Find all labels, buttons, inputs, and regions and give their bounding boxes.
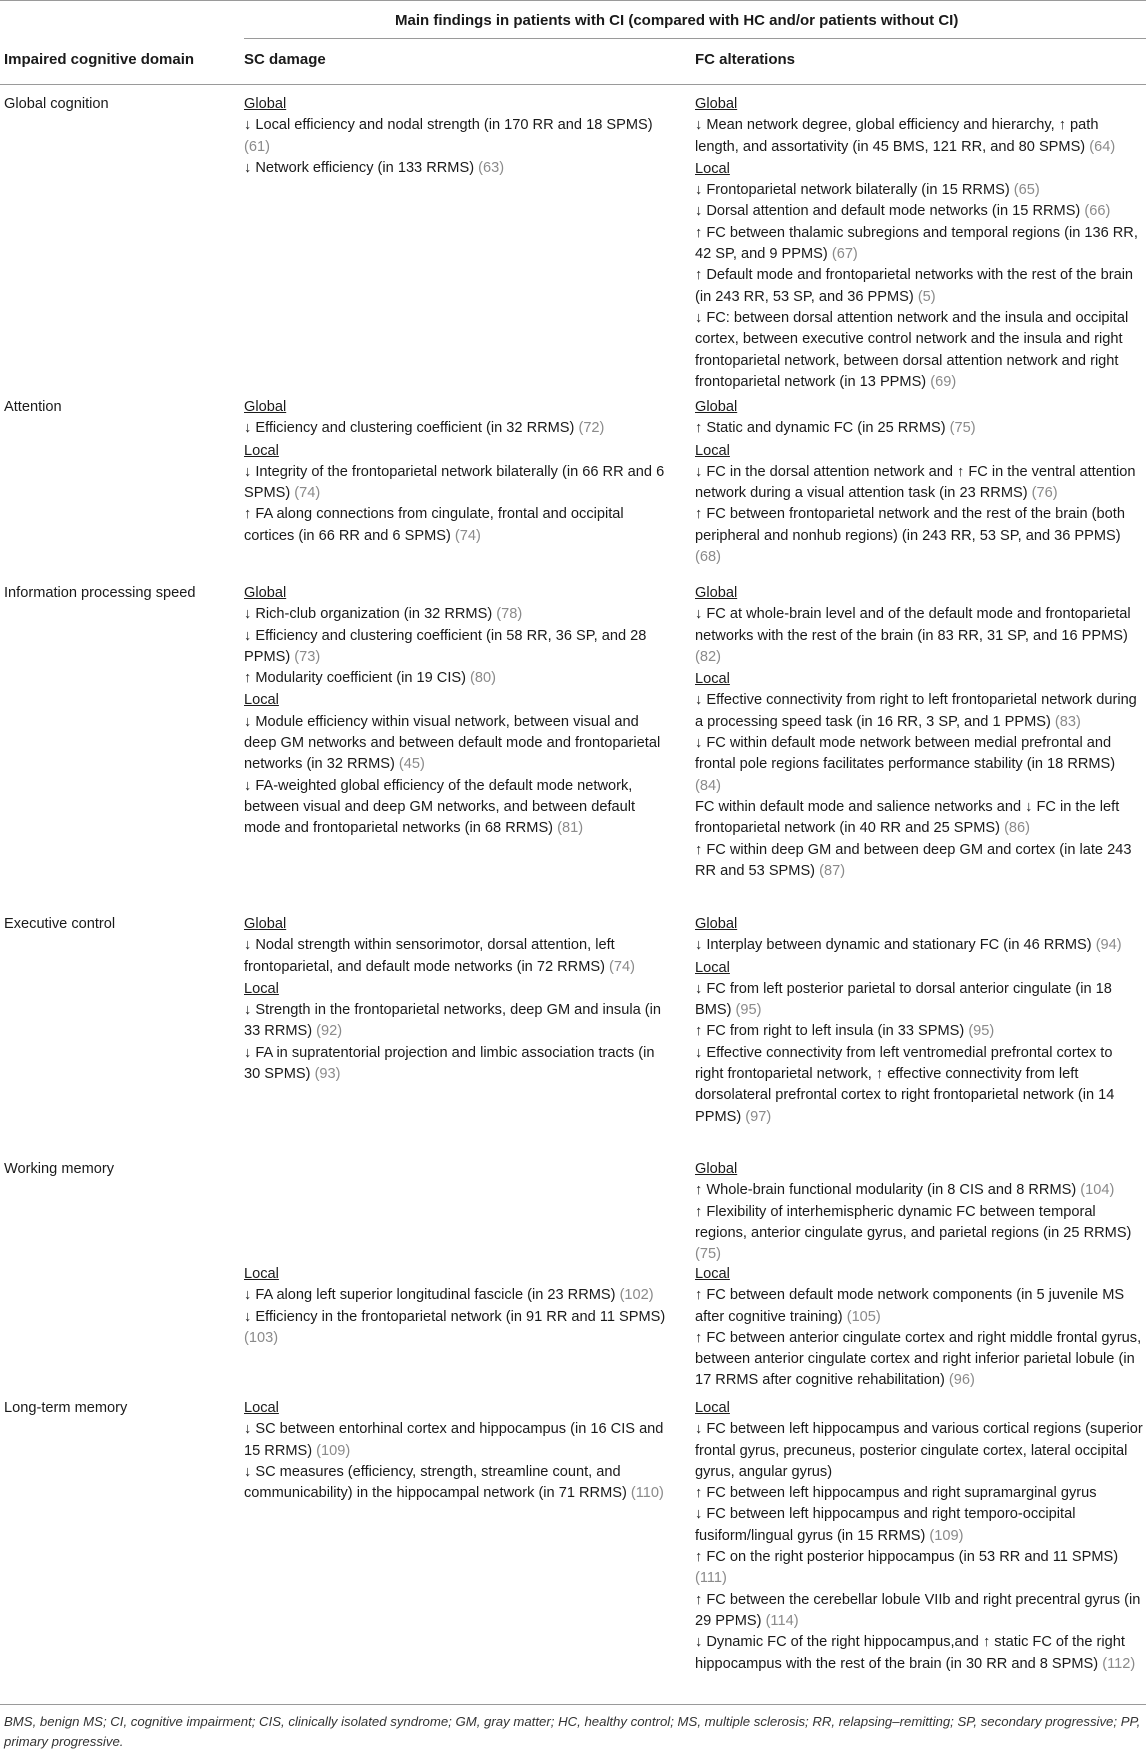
reference-link[interactable]: (81) (557, 820, 584, 837)
scope-label: Global (695, 1161, 738, 1177)
col-header-fc: FC alterations (695, 51, 796, 68)
finding-text: ↓ Rich-club organization (in 32 RRMS) (244, 606, 497, 623)
reference-link[interactable]: (64) (1089, 138, 1116, 155)
finding-text: ↓ FC within default mode network between medial prefrontal and frontal pole regions facilitates performance stability (in 18 RRMS) (695, 735, 1116, 773)
reference-link[interactable]: (74) (454, 527, 481, 544)
finding-item (695, 840, 1143, 883)
reference-link[interactable]: (75) (695, 1246, 721, 1263)
finding-text: ↓ Strength in the frontoparietal networks, deep GM and insula (in 33 RRMS) (244, 1002, 661, 1040)
finding-item (244, 1000, 670, 1043)
finding-text: ↓ Dynamic FC of the right hippocampus,and ↑ static FC of the right hippocampus with the rest of the brain (in 30 RR and 8 SPMS) (695, 1634, 1125, 1672)
reference-link[interactable]: (103) (244, 1329, 279, 1346)
reference-link[interactable]: (109) (316, 1442, 351, 1459)
finding-block (695, 914, 1143, 957)
scope-label: Local (695, 671, 730, 688)
scope-label: Local (244, 1400, 279, 1416)
reference-link[interactable]: (80) (470, 670, 496, 687)
finding-text: ↓ Effective connectivity from left ventromedial prefrontal cortex to right frontoparietal network, ↑ effective connectivity from left dorsolateral prefrontal cortex to right frontoparietal network (in 14 PPMS) (695, 1044, 1115, 1125)
sc-cell (244, 397, 670, 547)
reference-link[interactable]: (75) (949, 420, 976, 437)
finding-item (244, 1307, 670, 1350)
reference-link[interactable]: (86) (1004, 820, 1031, 837)
reference-link[interactable]: (92) (316, 1023, 343, 1040)
fc-cell (695, 94, 1143, 393)
reference-link[interactable]: (110) (630, 1485, 664, 1502)
finding-item (244, 712, 670, 776)
finding-text: ↓ FA in supratentorial projection and limbic association tracts (in 30 SPMS) (244, 1044, 655, 1083)
finding-item (695, 1328, 1143, 1392)
fc-cell (695, 583, 1143, 882)
reference-link[interactable]: (5) (917, 288, 936, 305)
finding-block (695, 397, 1143, 440)
reference-link[interactable]: (65) (1013, 182, 1040, 199)
table-footnote: BMS, benign MS; CI, cognitive impairment; CIS, clinically isolated syndrome; GM, gray matter; HC, healthy control; MS, multiple sclerosis; RR, relapsing–remitting; SP, secondary progressive; PP, primary progressive. (4, 1714, 1141, 1749)
scope-label: Global (244, 585, 287, 601)
finding-item (695, 418, 1143, 439)
table-bottom-rule (0, 1704, 1146, 1705)
finding-text: ↓ Nodal strength within sensorimotor, dorsal attention, left frontoparietal, and default mode networks (in 72 RRMS) (244, 937, 615, 975)
finding-text: ↓ FC from left posterior parietal to dorsal anterior cingulate (in 18 BMS) (695, 980, 1112, 1019)
finding-text: ↑ Modularity coefficient (in 19 CIS) (244, 670, 471, 687)
finding-block (244, 1264, 670, 1349)
finding-text: ↑ FC on the right posterior hippocampus (in 53 RR and 11 SPMS) (695, 1549, 1119, 1566)
finding-item (695, 604, 1143, 668)
finding-text: ↓ Effective connectivity from right to left frontoparietal network during a processing speed task (in 16 RR, 3 SP, and 1 PPMS) (695, 692, 1137, 730)
finding-block (244, 914, 670, 978)
finding-item (244, 668, 670, 689)
finding-text: ↑ FC within deep GM and between deep GM and cortex (in late 243 RR and 53 SPMS) (695, 841, 1132, 879)
reference-link[interactable]: (61) (244, 138, 270, 155)
finding-text: ↑ FC between left hippocampus and right supramarginal gyrus (695, 1485, 1097, 1502)
scope-label: Local (244, 1266, 279, 1282)
sc-cell (244, 94, 670, 179)
fc-cell (695, 397, 1143, 568)
finding-block (244, 94, 670, 179)
reference-link[interactable]: (105) (846, 1308, 881, 1325)
scope-label: Local (695, 959, 730, 976)
finding-item (695, 690, 1143, 733)
finding-text: ↓ FC: between dorsal attention network and the insula and occipital cortex, between executive control network and the insula and right frontoparietal network, between dorsal attention network and right frontoparietal network (in 13 PPMS) (695, 309, 1129, 390)
finding-item (695, 1483, 1143, 1504)
finding-item (695, 201, 1143, 222)
finding-text: ↓ Interplay between dynamic and stationary FC (in 46 RRMS) (695, 937, 1096, 954)
reference-link[interactable]: (66) (1084, 203, 1111, 220)
finding-item (695, 1632, 1143, 1675)
finding-item (695, 1285, 1143, 1328)
sc-cell (244, 1398, 670, 1504)
scope-label: Global (695, 96, 738, 112)
reference-link[interactable]: (74) (609, 958, 635, 975)
col-header-sc: SC damage (244, 51, 326, 68)
reference-link[interactable]: (93) (314, 1066, 341, 1083)
reference-link[interactable]: (96) (948, 1372, 975, 1389)
finding-item (695, 1202, 1143, 1266)
reference-link[interactable]: (94) (1095, 937, 1122, 954)
scope-label: Local (244, 980, 279, 997)
finding-item (244, 158, 670, 179)
finding-text: ↑ FC between frontoparietal network and the rest of the brain (both peripheral and nonhub regions) (in 243 RR, 53 SP, and 36 PPMS) (695, 506, 1125, 544)
domain-attention: Attention (4, 399, 62, 415)
finding-text: ↓ Integrity of the frontoparietal network bilaterally (in 66 RR and 6 SPMS) (244, 463, 665, 502)
finding-block (244, 441, 670, 547)
reference-link[interactable]: (69) (930, 373, 957, 390)
finding-block (244, 397, 670, 440)
finding-block (695, 1264, 1143, 1392)
finding-item (695, 979, 1143, 1022)
finding-item (695, 1043, 1143, 1128)
main-findings-heading: Main findings in patients with CI (compared with HC and/or patients without CI) (395, 12, 959, 29)
finding-item (244, 776, 670, 840)
finding-text: ↓ Dorsal attention and default mode networks (in 15 RRMS) (695, 203, 1085, 220)
finding-item (695, 797, 1143, 840)
finding-item (695, 935, 1143, 956)
finding-item (244, 418, 670, 439)
reference-link[interactable]: (83) (1054, 713, 1081, 730)
finding-text: ↓ FA along left superior longitudinal fascicle (in 23 RRMS) (244, 1287, 620, 1304)
finding-item (695, 504, 1143, 568)
reference-link[interactable]: (76) (1031, 485, 1058, 502)
scope-label: Local (695, 160, 730, 177)
finding-item (244, 604, 670, 625)
finding-item (695, 265, 1143, 308)
finding-text: ↓ Frontoparietal network bilaterally (in 15 RRMS) (695, 182, 1014, 199)
scope-label: Local (244, 442, 279, 459)
finding-text: ↓ FA-weighted global efficiency of the default mode network, between visual and deep GM networks, and between default mode and frontoparietal networks (in 68 RRMS) (244, 777, 636, 837)
finding-text: ↓ Efficiency in the frontoparietal network (in 91 RR and 11 SPMS) (244, 1308, 666, 1325)
finding-text: ↓ FC between left hippocampus and right temporo-occipital fusiform/lingual gyrus (in 15 RRMS) (695, 1506, 1076, 1544)
finding-item (695, 180, 1143, 201)
reference-link[interactable]: (45) (398, 756, 425, 773)
finding-item (695, 1180, 1143, 1201)
finding-text: ↓ Module efficiency within visual network, between visual and deep GM networks and between default mode and frontoparietal networks (in 32 RRMS) (244, 713, 661, 773)
finding-item (695, 1504, 1143, 1547)
domain-global-cognition: Global cognition (4, 96, 109, 112)
sc-cell (244, 1264, 670, 1349)
scope-label: Global (244, 399, 287, 415)
table-top-rule (0, 0, 1146, 1)
finding-text: ↑ FC between anterior cingulate cortex and right middle frontal gyrus, between anterior cingulate cortex and right inferior parietal lobule (in 17 RRMS after cognitive rehabilitation) (695, 1329, 1142, 1389)
finding-block (695, 94, 1143, 158)
finding-item (244, 462, 670, 505)
finding-item (244, 626, 670, 669)
reference-link[interactable]: (109) (929, 1527, 964, 1544)
finding-block (695, 583, 1143, 668)
finding-text: ↓ SC between entorhinal cortex and hippocampus (in 16 CIS and 15 RRMS) (244, 1421, 664, 1459)
finding-item (244, 1419, 670, 1462)
finding-item (695, 1419, 1143, 1483)
finding-text: ↓ Efficiency and clustering coefficient (in 32 RRMS) (244, 420, 579, 437)
scope-label: Global (695, 585, 738, 601)
finding-block (695, 1159, 1143, 1265)
domain-executive: Executive control (4, 916, 116, 932)
fc-cell (695, 1264, 1143, 1392)
finding-block (695, 669, 1143, 882)
finding-text: ↓ Local efficiency and nodal strength (in 170 RR and 18 SPMS) (244, 117, 653, 134)
sc-cell (244, 914, 670, 1085)
scope-label: Global (244, 916, 287, 932)
fc-cell (695, 1398, 1143, 1675)
finding-item (244, 1285, 670, 1306)
finding-block (244, 690, 670, 839)
reference-link[interactable]: (95) (735, 1002, 762, 1019)
finding-text: ↑ FC between default mode network components (in 5 juvenile MS after cognitive training) (695, 1287, 1125, 1325)
finding-block (695, 441, 1143, 569)
header-bottom-rule (0, 84, 1146, 85)
finding-item (695, 223, 1143, 266)
header-sub-rule (244, 38, 1146, 39)
scope-label: Local (695, 1400, 730, 1416)
finding-text: ↑ FA along connections from cingulate, frontal and occipital cortices (in 66 RR and 6 SPMS) (244, 506, 624, 544)
finding-text: ↓ Efficiency and clustering coefficient (in 58 RR, 36 SP, and 28 PPMS) (244, 627, 647, 665)
finding-block (244, 583, 670, 689)
finding-item (244, 1462, 670, 1505)
finding-item (695, 462, 1143, 505)
finding-text: ↓ SC measures (efficiency, strength, streamline count, and communicability) in the hippocampal network (in 71 RRMS) (244, 1463, 631, 1502)
scope-label: Local (695, 1266, 730, 1282)
reference-link[interactable]: (97) (745, 1108, 772, 1125)
finding-text: ↑ FC between the cerebellar lobule VIIb and right precentral gyrus (in 29 PPMS) (695, 1591, 1141, 1629)
finding-text: ↑ FC between thalamic subregions and temporal regions (in 136 RR, 42 SP, and 9 PPMS) (695, 224, 1138, 263)
finding-text: ↑ FC from right to left insula (in 33 SPMS) (695, 1023, 969, 1040)
finding-item (244, 1043, 670, 1086)
finding-text: ↑ Flexibility of interhemispheric dynamic FC between temporal regions, anterior cingulate gyrus, and parietal regions (in 25 RRMS) (695, 1203, 1132, 1241)
reference-link[interactable]: (84) (695, 777, 721, 794)
scope-label: Local (695, 442, 730, 459)
finding-block (695, 958, 1143, 1128)
finding-item (244, 935, 670, 978)
reference-link[interactable]: (78) (496, 606, 523, 623)
reference-link[interactable]: (95) (968, 1023, 995, 1040)
finding-item (244, 115, 670, 158)
finding-item (244, 504, 670, 547)
scope-label: Local (244, 692, 279, 709)
reference-link[interactable]: (74) (294, 485, 321, 502)
finding-block (695, 1398, 1143, 1675)
scope-label: Global (695, 916, 738, 932)
reference-link[interactable]: (102) (619, 1287, 654, 1304)
finding-item (695, 115, 1143, 158)
scope-label: Global (244, 96, 287, 112)
finding-text: ↑ Static and dynamic FC (in 25 RRMS) (695, 420, 950, 437)
reference-link[interactable]: (104) (1080, 1182, 1115, 1199)
finding-block (244, 1398, 670, 1504)
finding-block (695, 159, 1143, 393)
reference-link[interactable]: (112) (1102, 1655, 1136, 1672)
finding-text: ↓ Network efficiency (in 133 RRMS) (244, 159, 479, 176)
reference-link[interactable]: (67) (831, 246, 858, 263)
finding-text: FC within default mode and salience networks and ↓ FC in the left frontoparietal network (in 40 RR and 25 SPMS) (695, 798, 1120, 837)
reference-link[interactable]: (68) (695, 549, 721, 566)
domain-info-speed: Information processing speed (4, 585, 196, 601)
finding-item (695, 1021, 1143, 1042)
finding-text: ↓ FC between left hippocampus and various cortical regions (superior frontal gyrus, precuneus, posterior cingulate cortex, lateral occipital gyrus, angular gyrus) (695, 1421, 1143, 1480)
finding-text: ↓ FC at whole-brain level and of the default mode and frontoparietal networks with the rest of the brain (in 83 RR, 31 SP, and 16 PPMS) (695, 606, 1131, 644)
reference-link[interactable]: (63) (478, 159, 505, 176)
finding-item (695, 1590, 1143, 1633)
reference-link[interactable]: (73) (294, 648, 321, 665)
finding-text: ↑ Whole-brain functional modularity (in 8 CIS and 8 RRMS) (695, 1182, 1081, 1199)
finding-item (695, 308, 1143, 393)
finding-text: ↑ Default mode and frontoparietal networks with the rest of the brain (in 243 RR, 53 SP, and 36 PPMS) (695, 267, 1134, 305)
reference-link[interactable]: (87) (819, 862, 846, 879)
reference-link[interactable]: (111) (695, 1570, 727, 1587)
finding-block (244, 979, 670, 1085)
fc-cell (695, 1159, 1143, 1265)
scope-label: Global (695, 399, 738, 415)
reference-link[interactable]: (114) (765, 1612, 799, 1629)
domain-long-term-memory: Long-term memory (4, 1400, 128, 1416)
finding-text: ↓ FC in the dorsal attention network and ↑ FC in the ventral attention network during a visual attention task (in 23 RRMS) (695, 463, 1136, 502)
sc-cell (244, 583, 670, 840)
col-header-domain: Impaired cognitive domain (4, 51, 195, 68)
reference-link[interactable]: (82) (695, 648, 721, 665)
domain-working-memory: Working memory (4, 1161, 115, 1177)
finding-item (695, 733, 1143, 797)
fc-cell (695, 914, 1143, 1128)
finding-item (695, 1547, 1143, 1590)
finding-text: ↓ Mean network degree, global efficiency and hierarchy, ↑ path length, and assortativity (in 45 BMS, 121 RR, and 80 SPMS) (695, 117, 1099, 155)
reference-link[interactable]: (72) (578, 420, 605, 437)
